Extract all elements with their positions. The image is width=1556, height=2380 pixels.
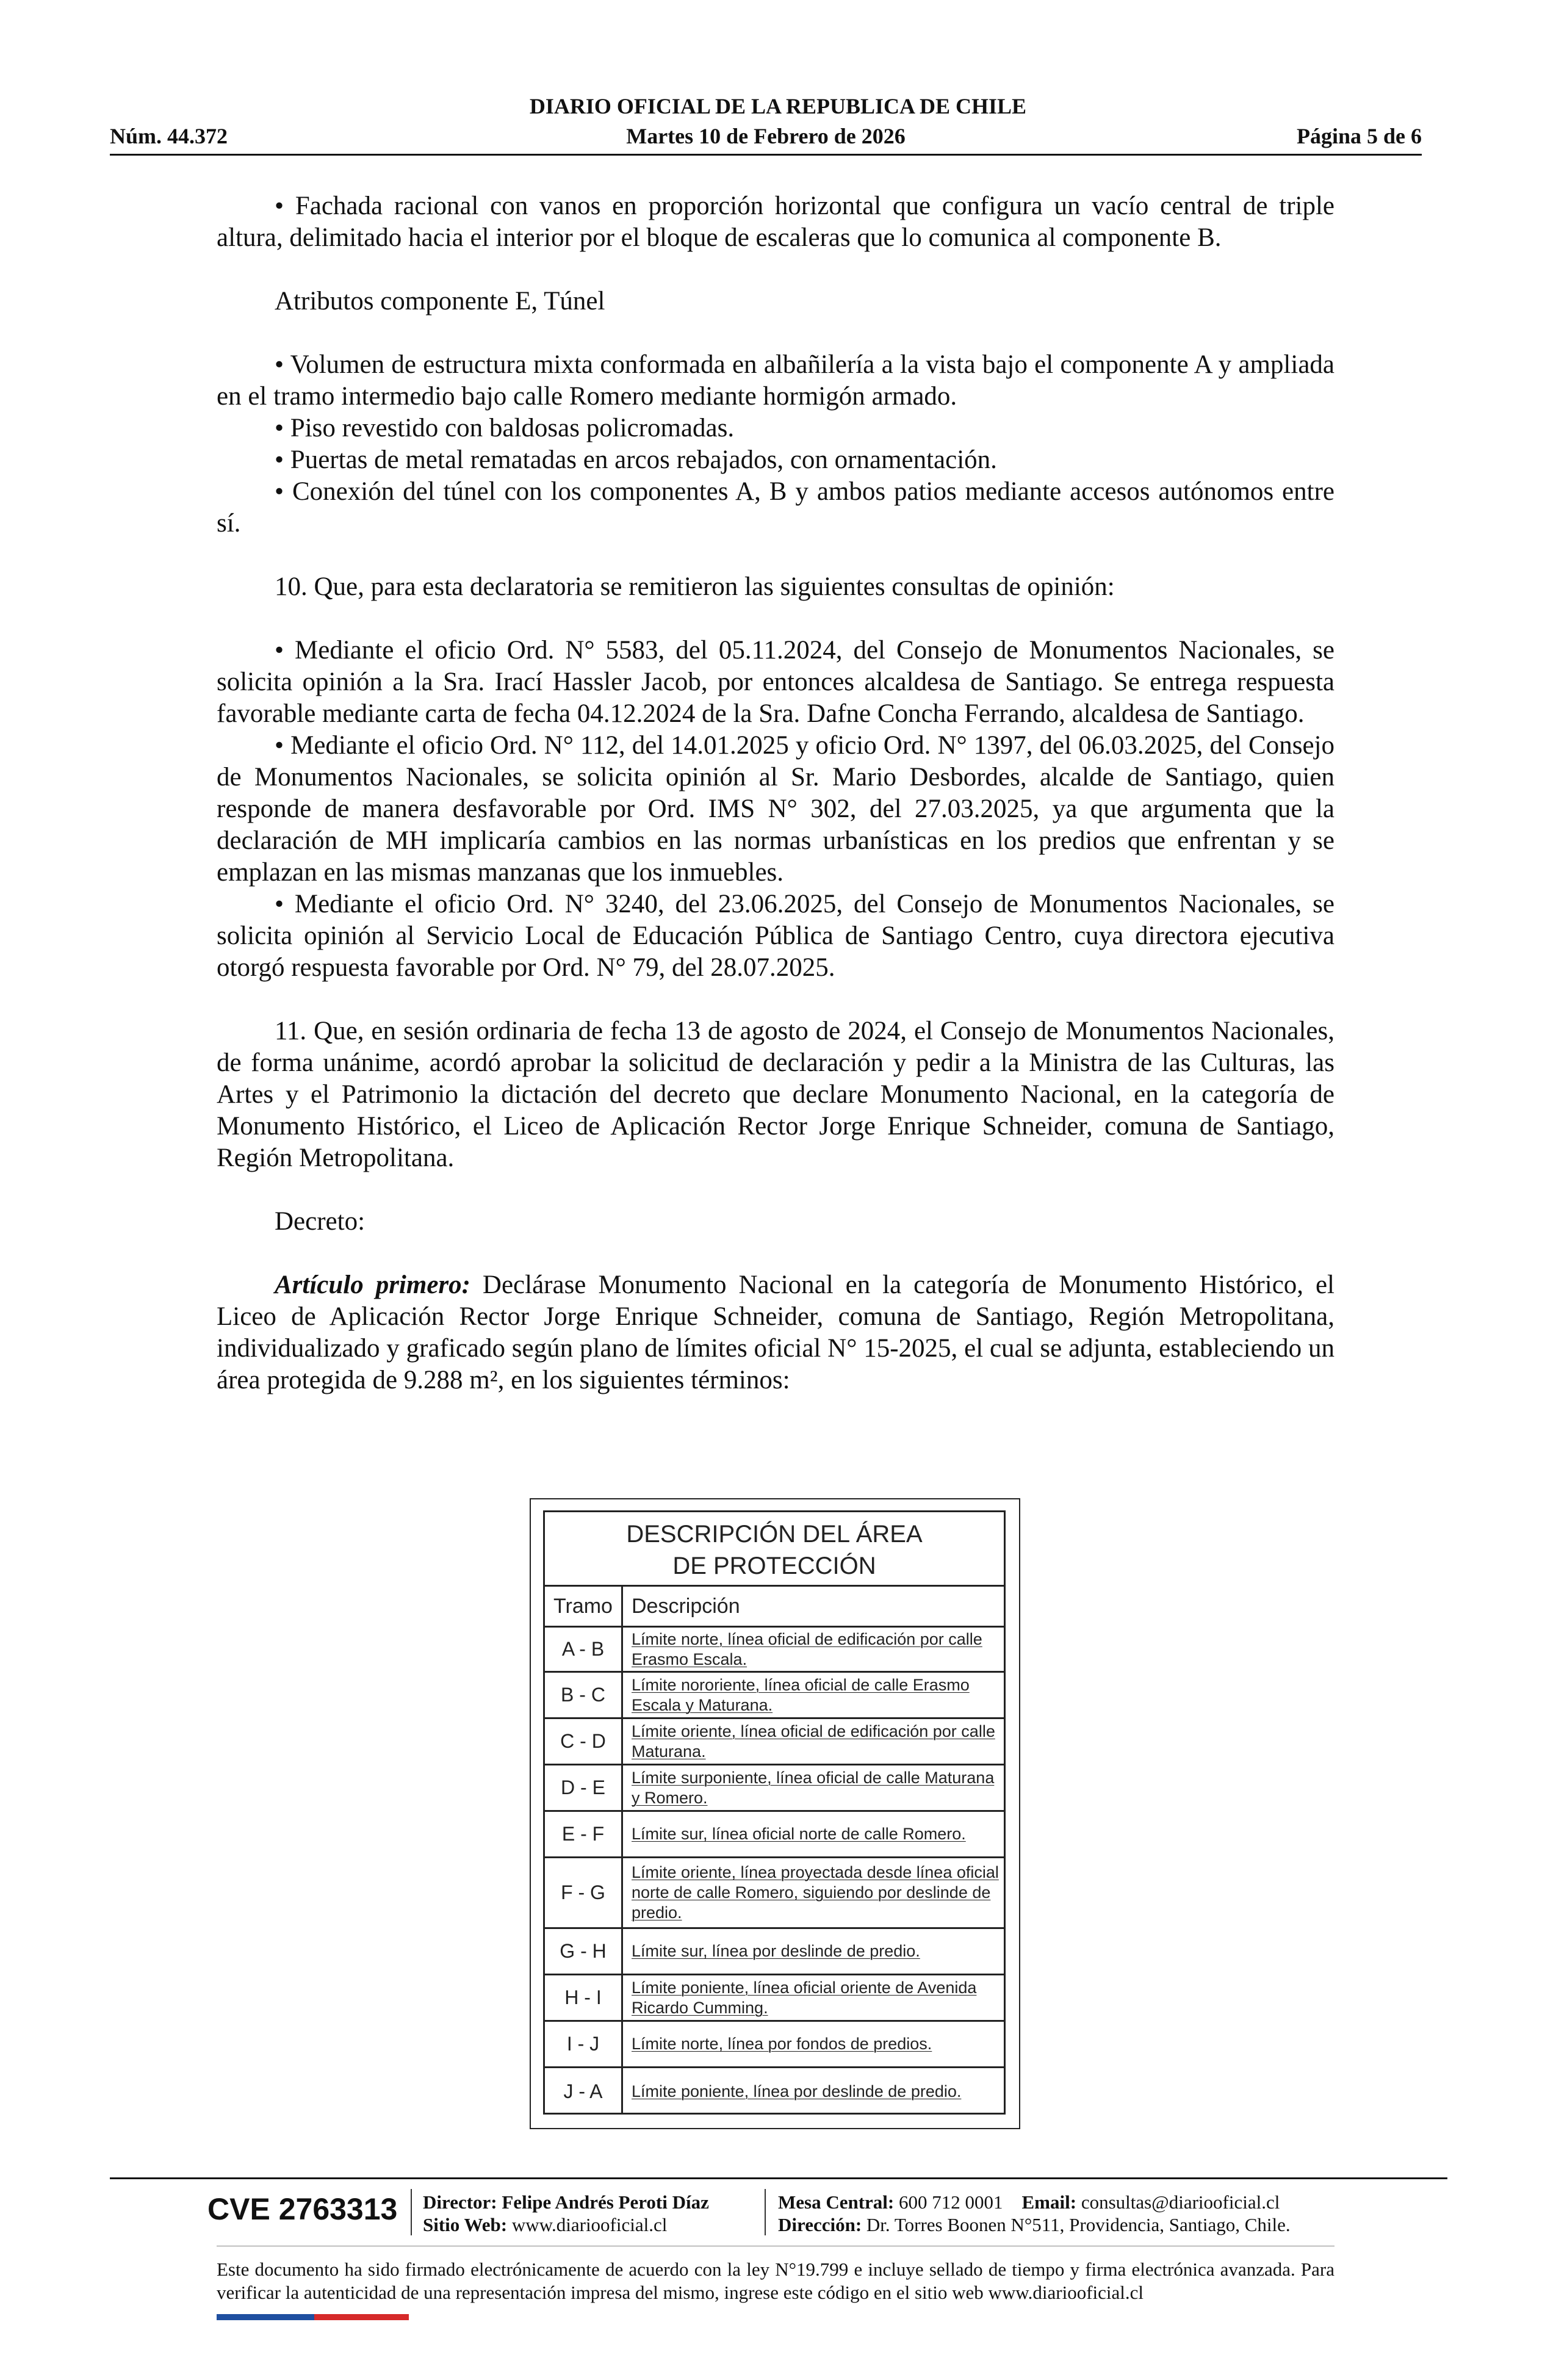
row-tramo: H - I xyxy=(545,1975,623,2020)
newspaper-title: DIARIO OFICIAL DE LA REPUBLICA DE CHILE xyxy=(529,94,1027,118)
address-value: Dr. Torres Boonen N°511, Providencia, Santiago, Chile. xyxy=(866,2214,1291,2235)
flag-color-bar xyxy=(217,2314,409,2320)
table-row xyxy=(545,1812,1004,1858)
bullet-connection: • Conexión del túnel con los componentes A, B y ambos patios mediante accesos autónomos entre sí. xyxy=(217,477,1334,538)
footer-divider xyxy=(110,2177,1447,2179)
bullet-floor: • Piso revestido con baldosas policromadas. xyxy=(275,414,735,442)
row-desc: Límite poniente, línea oficial oriente de Avenida Ricardo Cumming. xyxy=(632,1978,977,2017)
table-row xyxy=(545,1858,1004,1929)
row-desc: Límite nororiente, línea oficial de calle Erasmo Escala y Maturana. xyxy=(632,1675,970,1714)
page-number: Página 5 de 6 xyxy=(1296,124,1422,148)
row-desc: Límite norte, línea oficial de edificación por calle Erasmo Escala. xyxy=(632,1629,982,1668)
paragraph-attributes-heading: Atributos componente E, Túnel xyxy=(275,287,605,316)
document-body xyxy=(217,190,1334,1396)
decree-heading: Decreto: xyxy=(275,1207,366,1236)
table-row xyxy=(545,1628,1004,1673)
article-text: Declárase Monumento Nacional en la categoría de Monumento Histórico, el Liceo de Aplicación Rector Jorge Enrique Schneider, comuna de Santiago, Región Metropolitana, individualizado y graficado según plano de límites oficial N° 15-2025, el cual se adjunta, estableciendo un área protegida de 9.288 m², en los siguientes términos: xyxy=(217,1271,1334,1394)
row-tramo: D - E xyxy=(545,1765,623,1810)
email-link[interactable]: consultas@diariooficial.cl xyxy=(1081,2191,1280,2213)
row-tramo: B - C xyxy=(545,1673,623,1717)
footer-contact-block xyxy=(778,2191,1400,2236)
address-label: Dirección: xyxy=(778,2214,862,2235)
director-label: Director: xyxy=(423,2191,497,2213)
mesa-phone: 600 712 0001 xyxy=(899,2191,1003,2213)
table-row xyxy=(545,2068,1004,2115)
table-row xyxy=(545,1975,1004,2022)
row-desc: Límite oriente, línea oficial de edificación por calle Maturana. xyxy=(632,1722,995,1761)
article-label: Artículo primero: xyxy=(275,1271,470,1299)
header-divider xyxy=(110,154,1422,156)
paragraph-10: 10. Que, para esta declaratoria se remitieron las siguientes consultas de opinión: xyxy=(275,572,1115,601)
row-tramo: G - H xyxy=(545,1929,623,1974)
consultation-2: • Mediante el oficio Ord. N° 112, del 14.01.2025 y oficio Ord. N° 1397, del 06.03.2025, del Consejo de Monumentos Nacionales, se solicita opinión al Sr. Mario Desbordes, alcalde de Santiago, quien responde de manera desfavorable por Ord. IMS N° 302, del 27.03.2025, ya que argumenta que la declaración de MH implicaría cambios en las normas urbanísticas en los predios que enfrentan y se emplazan en las mismas manzanas que los inmuebles. xyxy=(217,731,1334,887)
table-row xyxy=(545,1719,1004,1765)
issue-number: Núm. 44.372 xyxy=(110,124,228,148)
row-tramo: E - F xyxy=(545,1812,623,1856)
row-desc: Límite sur, línea oficial norte de calle Romero. xyxy=(632,1825,966,1843)
signature-note: Este documento ha sido firmado electrónicamente de acuerdo con la ley N°19.799 e incluye sellado de tiempo y firma electrónica avanzada. Para verificar la autenticidad de una representación impresa del mismo, ingrese este código en el sitio web www.diariooficial.cl xyxy=(217,2259,1334,2303)
table-header xyxy=(545,1587,1004,1628)
table-title xyxy=(545,1512,1004,1587)
footer-separator xyxy=(411,2189,412,2235)
row-tramo: I - J xyxy=(545,2022,623,2066)
row-desc: Límite surponiente, línea oficial de calle Maturana y Romero. xyxy=(632,1768,995,1807)
email-label: Email: xyxy=(1021,2191,1077,2213)
table-frame xyxy=(543,1510,1006,2115)
header-row xyxy=(110,122,1422,150)
header-descripcion: Descripción xyxy=(632,1594,740,1618)
row-desc: Límite sur, línea por deslinde de predio. xyxy=(632,1942,920,1960)
bullet-volume: • Volumen de estructura mixta conformada en albañilería a la vista bajo el componente A y ampliada en el tramo intermedio bajo calle Romero mediante hormigón armado. xyxy=(217,350,1334,411)
row-tramo: C - D xyxy=(545,1719,623,1764)
row-desc: Límite oriente, línea proyectada desde línea oficial norte de calle Romero, siguiendo por deslinde de predio. xyxy=(632,1863,999,1922)
director-name: Felipe Andrés Peroti Díaz xyxy=(502,2191,709,2213)
bullet-doors: • Puertas de metal rematadas en arcos rebajados, con ornamentación. xyxy=(275,445,997,474)
consultation-3: • Mediante el oficio Ord. N° 3240, del 23.06.2025, del Consejo de Monumentos Nacionales, se solicita opinión al Servicio Local de Educación Pública de Santiago Centro, cuya directora ejecutiva otorgó respuesta favorable por Ord. N° 79, del 28.07.2025. xyxy=(217,890,1334,982)
row-desc: Límite poniente, línea por deslinde de predio. xyxy=(632,2082,962,2101)
web-label: Sitio Web: xyxy=(423,2214,508,2235)
row-tramo: A - B xyxy=(545,1628,623,1671)
issue-date: Martes 10 de Febrero de 2026 xyxy=(626,124,906,148)
flag-bar-blue xyxy=(217,2314,314,2320)
row-tramo: J - A xyxy=(545,2068,623,2115)
header-tramo: Tramo xyxy=(545,1587,623,1626)
row-desc: Límite norte, línea por fondos de predios. xyxy=(632,2035,932,2053)
table-row xyxy=(545,1673,1004,1719)
web-link[interactable]: www.diariooficial.cl xyxy=(511,2214,668,2235)
protection-area-table xyxy=(530,1498,1020,2129)
footer-director-block xyxy=(423,2191,752,2236)
flag-bar-red xyxy=(314,2314,409,2320)
footer-separator xyxy=(765,2189,766,2235)
paragraph-11: 11. Que, en sesión ordinaria de fecha 13 de agosto de 2024, el Consejo de Monumentos Nacionales, de forma unánime, acordó aprobar la solicitud de declaración y pedir a la Ministra de las Culturas, las Artes y el Patrimonio la dictación del decreto que declare Monumento Nacional, en la categoría de Monumento Histórico, el Liceo de Aplicación Rector Jorge Enrique Schneider, comuna de Santiago, Región Metropolitana. xyxy=(217,1017,1334,1172)
table-title-line2: DE PROTECCIÓN xyxy=(672,1552,876,1579)
table-row xyxy=(545,1929,1004,1975)
consultation-1: • Mediante el oficio Ord. N° 5583, del 05.11.2024, del Consejo de Monumentos Nacionales, se solicita opinión a la Sra. Irací Hassler Jacob, por entonces alcaldesa de Santiago. Se entrega respuesta favorable mediante carta de fecha 04.12.2024 de la Sra. Dafne Concha Ferrando, alcaldesa de Santiago. xyxy=(217,636,1334,728)
article-first xyxy=(217,1269,1334,1396)
paragraph-facade: • Fachada racional con vanos en proporción horizontal que configura un vacío central de triple altura, delimitado hacia el interior por el bloque de escaleras que lo comunica al componente B. xyxy=(217,192,1334,252)
cve-code: CVE 2763313 xyxy=(207,2192,398,2226)
table-row xyxy=(545,1765,1004,1812)
table-row xyxy=(545,2022,1004,2068)
table-title-line1: DESCRIPCIÓN DEL ÁREA xyxy=(626,1521,923,1548)
mesa-label: Mesa Central: xyxy=(778,2191,895,2213)
row-tramo: F - G xyxy=(545,1858,623,1927)
